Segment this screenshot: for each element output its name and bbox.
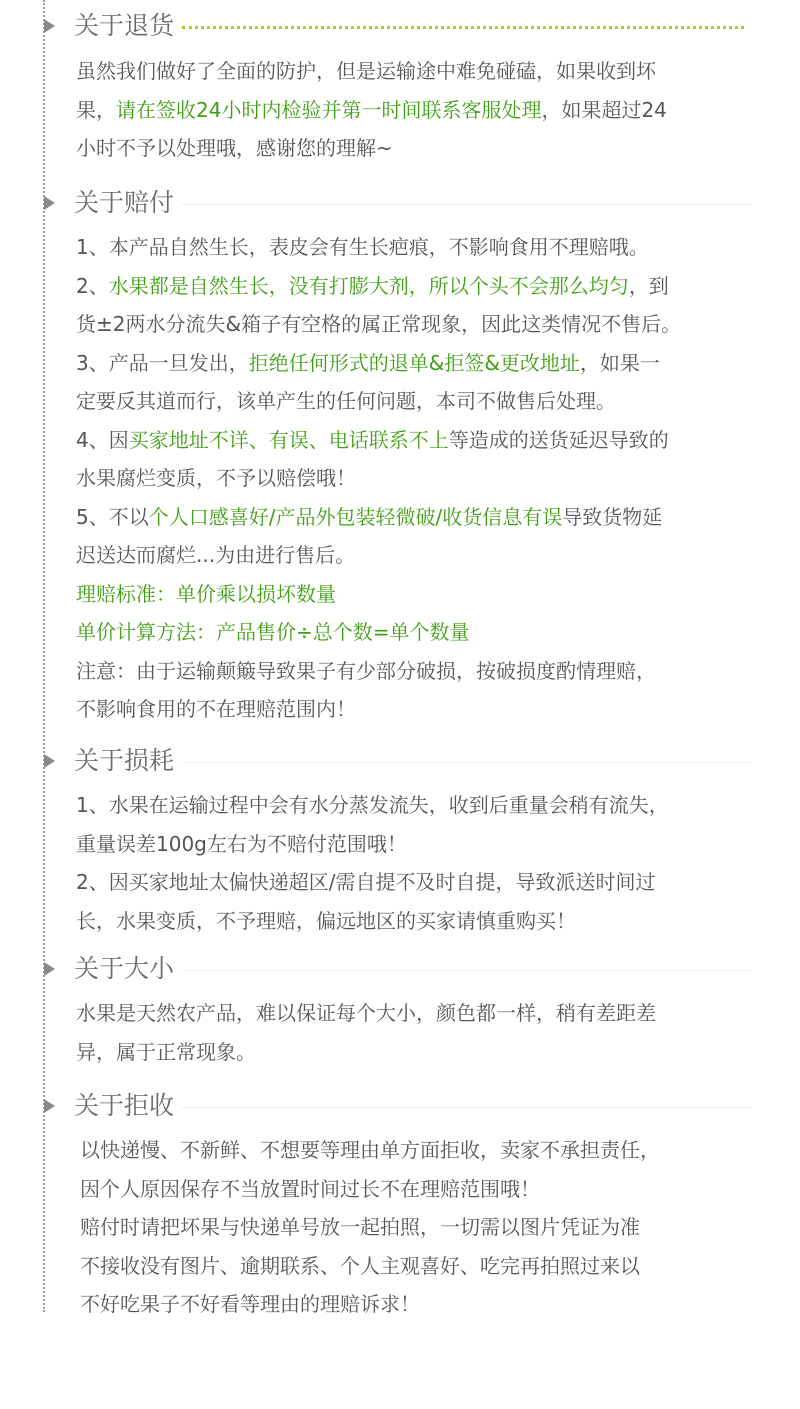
body-text: 3、产品一旦发出， bbox=[76, 350, 249, 375]
text-line bbox=[76, 498, 762, 537]
body-text: 因个人原因保存不当放置时间过长不在理赔范围哦！ bbox=[80, 1176, 540, 1201]
body-text: 货±2两水分流失&箱子有空格的属正常现象，因此这类情况不售后。 bbox=[76, 312, 682, 336]
triangle-bullet-icon bbox=[44, 962, 55, 976]
text-line bbox=[80, 1208, 766, 1247]
body-text: 虽然我们做好了全面的防护，但是运输途中难免碰磕，如果收到坏 bbox=[76, 59, 656, 83]
highlighted-text: 个人口感喜好/产品外包装轻微破/收货信息有误 bbox=[148, 504, 563, 529]
body-text: 果， bbox=[76, 97, 116, 122]
body-text: 不好吃果子不好看等理由的理赔诉求！ bbox=[80, 1292, 420, 1316]
text-line bbox=[76, 382, 762, 421]
text-line bbox=[80, 1285, 766, 1324]
text-line bbox=[76, 575, 762, 614]
section-body bbox=[76, 52, 762, 168]
text-line bbox=[76, 305, 762, 344]
text-line bbox=[76, 267, 762, 306]
highlighted-text: 理赔标准：单价乘以损坏数量 bbox=[76, 581, 336, 606]
text-line bbox=[80, 1247, 766, 1286]
heading-dotted-divider bbox=[182, 26, 744, 29]
body-text: ，如果一 bbox=[579, 350, 660, 375]
body-text: 4、因 bbox=[76, 427, 129, 452]
heading-divider bbox=[182, 762, 752, 763]
body-text: 长，水果变质，不予理赔，偏远地区的买家请慎重购买！ bbox=[76, 908, 576, 933]
text-line bbox=[80, 1131, 766, 1170]
text-line bbox=[76, 786, 762, 825]
body-text: 水果腐烂变质，不予以赔偿哦！ bbox=[76, 466, 356, 490]
body-text: 等造成的送货延迟导致的 bbox=[448, 427, 669, 452]
body-text: 定要反其道而行，该单产生的任何问题，本司不做售后处理。 bbox=[76, 389, 616, 413]
highlighted-text: 请在签收24小时内检验并第一时间联系客服处理 bbox=[116, 97, 542, 122]
triangle-bullet-icon bbox=[44, 754, 55, 768]
body-text: 导致货物延 bbox=[562, 504, 663, 529]
text-line bbox=[76, 228, 762, 267]
section-title: 关于大小 bbox=[74, 954, 175, 983]
text-line bbox=[80, 1170, 766, 1209]
body-text: 1、水果在运输过程中会有水分蒸发流失，收到后重量会稍有流失， bbox=[76, 793, 669, 817]
text-line bbox=[76, 1033, 762, 1072]
body-text: 注意：由于运输颠簸导致果子有少部分破损，按破损度酌情理赔， bbox=[76, 658, 656, 683]
section-body bbox=[80, 1131, 766, 1324]
highlighted-text: 拒绝任何形式的退单&拒签&更改地址 bbox=[248, 350, 580, 375]
text-line bbox=[76, 459, 762, 498]
text-line bbox=[76, 613, 762, 652]
body-text: ，到 bbox=[628, 273, 669, 298]
body-text: 水果是天然农产品，难以保证每个大小，颜色都一样，稍有差距差 bbox=[76, 1001, 656, 1025]
heading-divider bbox=[182, 970, 752, 971]
section-title: 关于损耗 bbox=[74, 746, 175, 775]
body-text: 以快递慢、不新鲜、不想要等理由单方面拒收，卖家不承担责任， bbox=[80, 1138, 660, 1162]
heading-divider bbox=[182, 204, 752, 205]
body-text: 不接收没有图片、逾期联系、个人主观喜好、吃完再拍照过来以 bbox=[80, 1253, 640, 1278]
section-title: 关于退货 bbox=[74, 11, 175, 40]
highlighted-text: 单价计算方法：产品售价÷总个数=单个数量 bbox=[76, 620, 470, 644]
heading-divider bbox=[182, 1107, 752, 1108]
text-line bbox=[76, 52, 762, 91]
text-line bbox=[76, 994, 762, 1033]
section-title: 关于拒收 bbox=[74, 1091, 175, 1120]
section-body bbox=[76, 786, 762, 940]
text-line bbox=[76, 690, 762, 729]
text-line bbox=[76, 825, 762, 864]
section-body bbox=[76, 994, 762, 1071]
triangle-bullet-icon bbox=[44, 196, 55, 210]
body-text: ，如果超过24 bbox=[541, 97, 667, 122]
body-text: 2、 bbox=[76, 273, 109, 298]
text-line bbox=[76, 536, 762, 575]
highlighted-text: 买家地址不详、有误、电话联系不上 bbox=[128, 427, 449, 452]
body-text: 2、因买家地址太偏快递超区/需自提不及时自提，导致派送时间过 bbox=[76, 870, 656, 894]
highlighted-text: 水果都是自然生长，没有打膨大剂，所以个头不会那么均匀 bbox=[108, 273, 629, 298]
body-text: 小时不予以处理哦，感谢您的理解~ bbox=[76, 136, 393, 160]
section-body bbox=[76, 228, 762, 729]
triangle-bullet-icon bbox=[44, 19, 55, 33]
body-text: 不影响食用的不在理赔范围内！ bbox=[76, 697, 356, 721]
body-text: 1、本产品自然生长，表皮会有生长疤痕，不影响食用不理赔哦。 bbox=[76, 235, 649, 259]
text-line bbox=[76, 902, 762, 941]
text-line bbox=[76, 91, 762, 130]
body-text: 赔付时请把坏果与快递单号放一起拍照，一切需以图片凭证为准 bbox=[80, 1215, 640, 1239]
body-text: 异，属于正常现象。 bbox=[76, 1039, 256, 1064]
body-text: 5、不以 bbox=[76, 504, 149, 529]
body-text: 重量误差100g左右为不赔付范围哦！ bbox=[76, 831, 407, 856]
body-text: 迟送达而腐烂...为由进行售后。 bbox=[76, 543, 356, 567]
section-title: 关于赔付 bbox=[74, 188, 175, 217]
text-line bbox=[76, 344, 762, 383]
text-line bbox=[76, 421, 762, 460]
text-line bbox=[76, 129, 762, 168]
triangle-bullet-icon bbox=[44, 1099, 55, 1113]
text-line bbox=[76, 652, 762, 691]
text-line bbox=[76, 863, 762, 902]
